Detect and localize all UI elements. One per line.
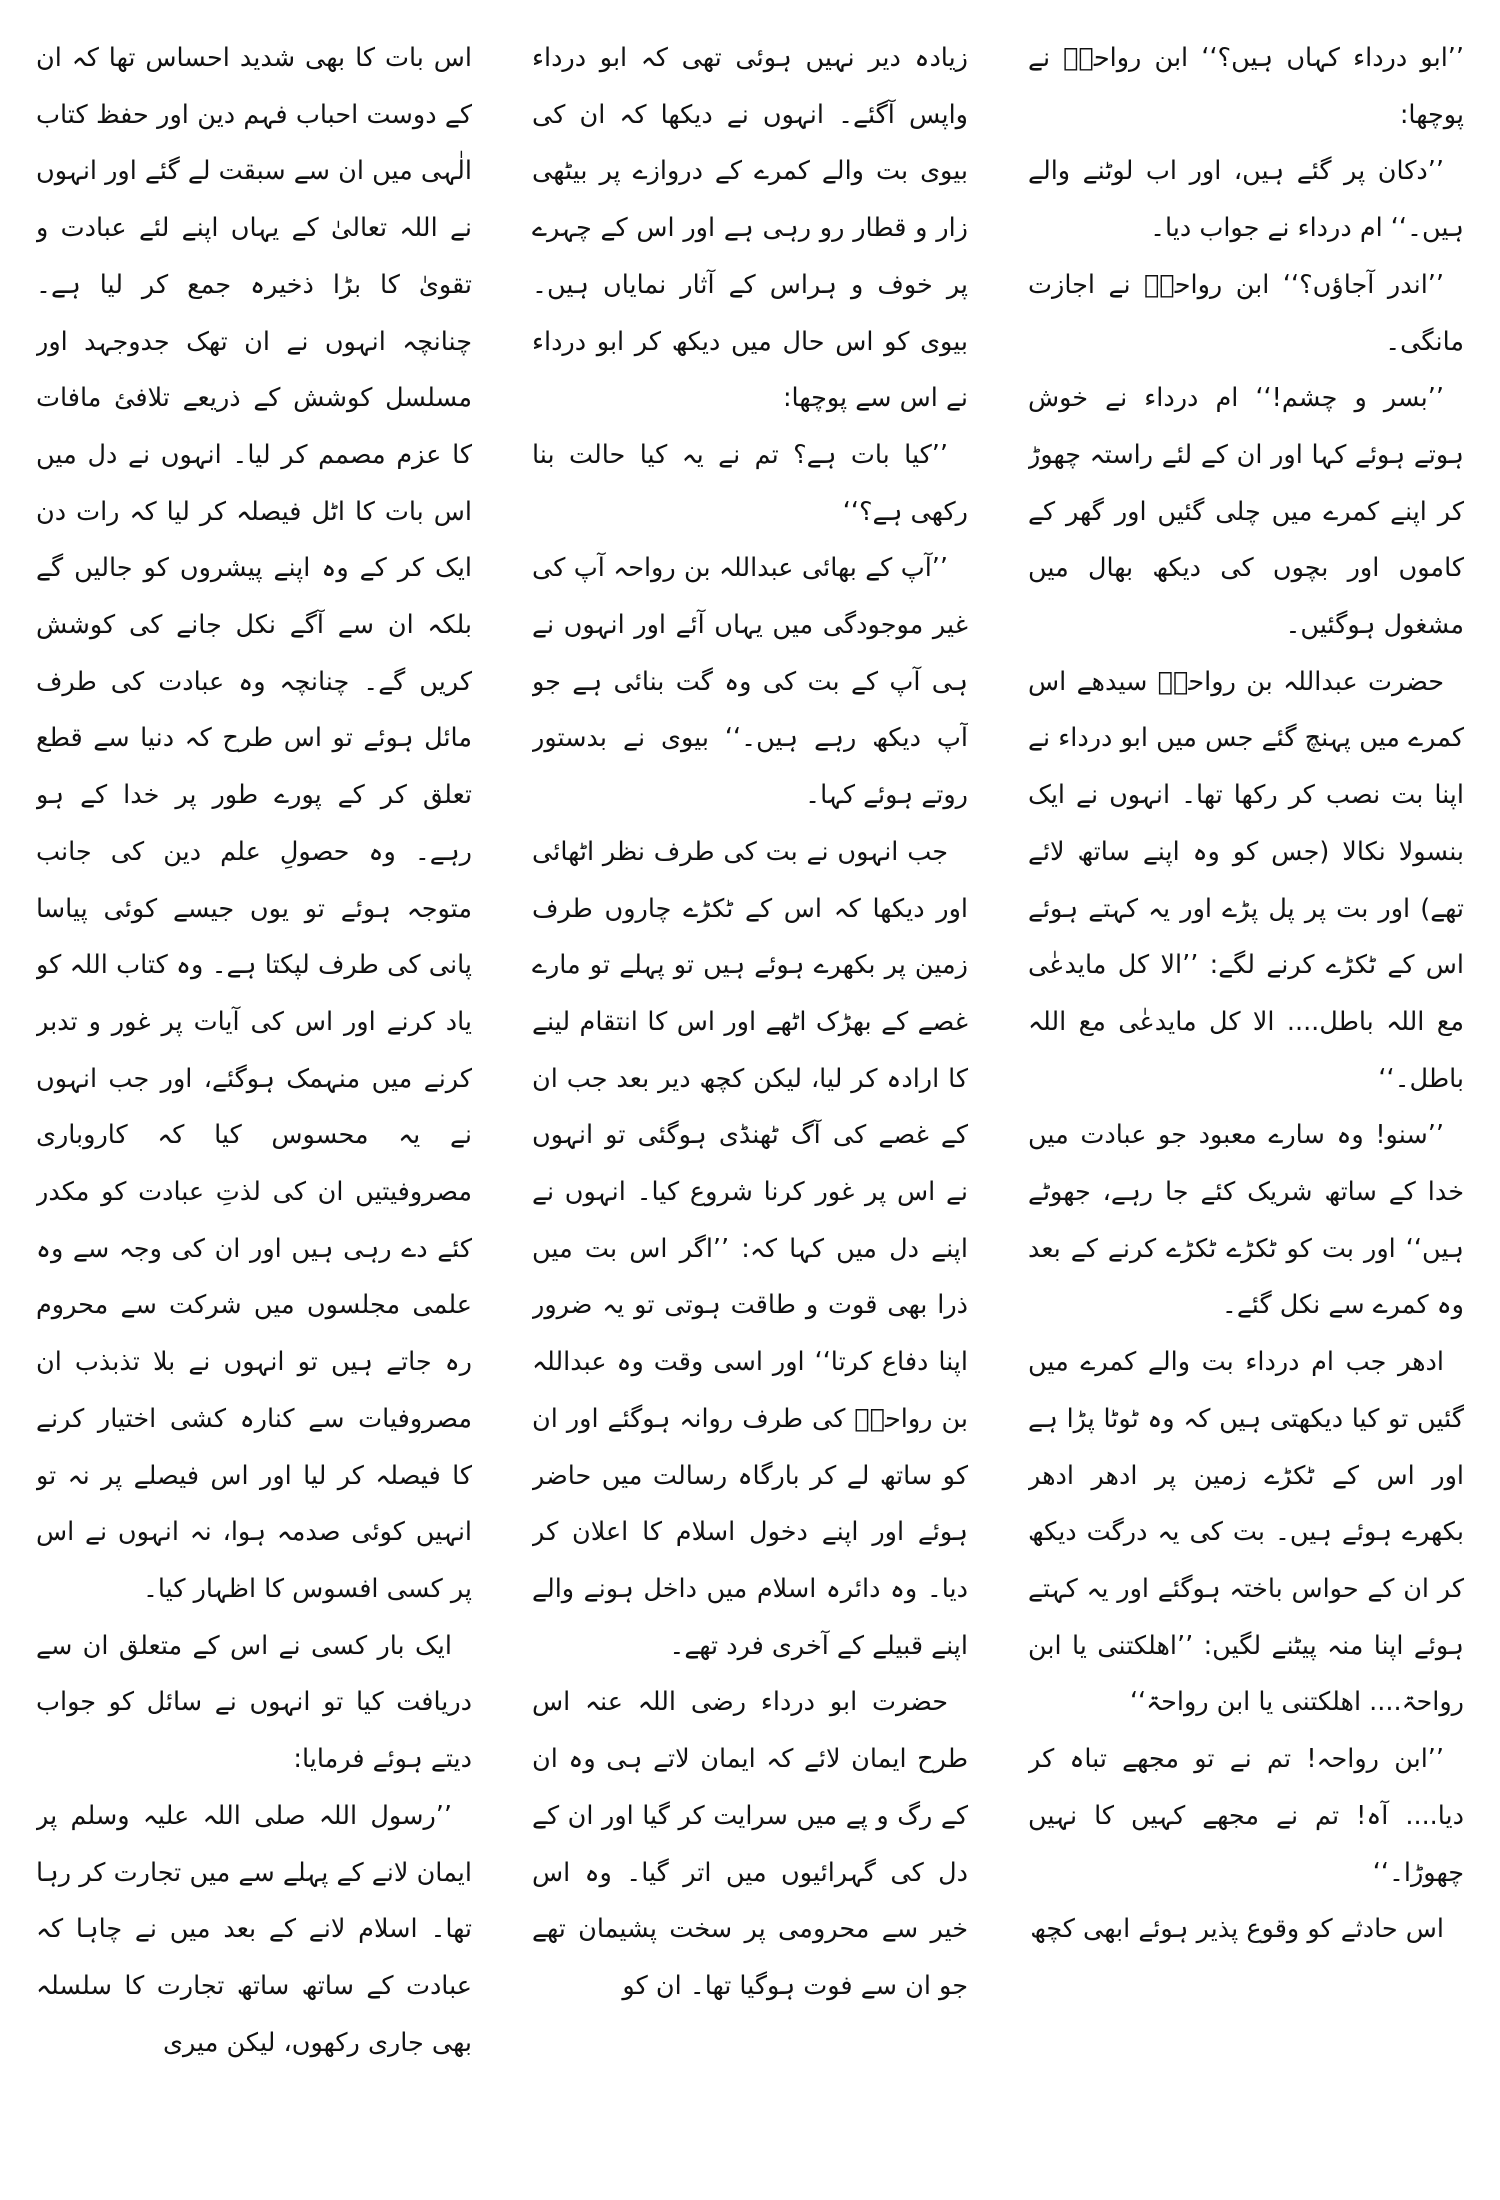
paragraph: ’’اندر آجاؤں؟‘‘ ابن رواحہؓ نے اجازت مانگی۔ bbox=[1028, 269, 1464, 357]
paragraph: حضرت عبداللہ بن رواحہؓ سیدھے اس کمرے میں پہنچ گئے جس میں ابو درداء نے اپنا بت نصب کر رکھا تھا۔ انہوں نے ایک بنسولا نکالا (جس کو وہ اپنے ساتھ لائے تھے) اور بت پر پل پڑے اور یہ کہتے ہوئے اس کے ٹکڑے کرنے لگے: ’’الا کل مایدعٰی مع اللہ باطل.... الا کل مایدعٰی مع اللہ باطل۔‘‘ bbox=[1028, 666, 1464, 1094]
text-column-right bbox=[1028, 30, 1464, 2180]
paragraph: ’’بسر و چشم!‘‘ ام درداء نے خوش ہوتے ہوئے کہا اور ان کے لئے راستہ چھوڑ کر اپنے کمرے میں چلی گئیں اور گھر کے کاموں اور بچوں کی دیکھ بھال میں مشغول ہوگئیں۔ bbox=[1028, 383, 1464, 641]
paragraph: ایک بار کسی نے اس کے متعلق ان سے دریافت کیا تو انہوں نے سائل کو جواب دیتے ہوئے فرمایا: bbox=[36, 1630, 472, 1775]
paragraph: ’’کیا بات ہے؟ تم نے یہ کیا حالت بنا رکھی ہے؟‘‘ bbox=[532, 439, 968, 527]
text-column-middle bbox=[532, 30, 968, 2180]
paragraph: حضرت ابو درداء رضی اللہ عنہ اس طرح ایمان لائے کہ ایمان لاتے ہی وہ ان کے رگ و پے میں سرایت کر گیا اور ان کے دل کی گہرائیوں میں اتر گیا۔ وہ اس خیر سے محرومی پر سخت پشیمان تھے جو ان سے فوت ہوگیا تھا۔ ان کو bbox=[532, 1687, 968, 2001]
paragraph: زیادہ دیر نہیں ہوئی تھی کہ ابو درداء واپس آگئے۔ انہوں نے دیکھا کہ ان کی بیوی بت والے کمرے کے دروازے پر بیٹھی زار و قطار رو رہی ہے اور اس کے چہرے پر خوف و ہراس کے آثار نمایاں ہیں۔ بیوی کو اس حال میں دیکھ کر ابو درداء نے اس سے پوچھا: bbox=[532, 43, 968, 414]
paragraph: اس حادثے کو وقوع پذیر ہوئے ابھی کچھ bbox=[1030, 1914, 1444, 1945]
paragraph: جب انہوں نے بت کی طرف نظر اٹھائی اور دیکھا کہ اس کے ٹکڑے چاروں طرف زمین پر بکھرے ہوئے ہیں تو پہلے تو مارے غصے کے بھڑک اٹھے اور اس کا انتقام لینے کا ارادہ کر لیا، لیکن کچھ دیر بعد جب ان کے غصے کی آگ ٹھنڈی ہوگئی تو انہوں نے اس پر غور کرنا شروع کیا۔ انہوں نے اپنے دل میں کہا کہ: ’’اگر اس بت میں ذرا بھی قوت و طاقت ہوتی تو یہ ضرور اپنا دفاع کرتا‘‘ اور اسی وقت وہ عبداللہ بن رواحہؓ کی طرف روانہ ہوگئے اور ان کو ساتھ لے کر بارگاہ رسالت میں حاضر ہوئے اور اپنے دخول اسلام کا اعلان کر دیا۔ وہ دائرہ اسلام میں داخل ہونے والے اپنے قبیلے کے آخری فرد تھے۔ bbox=[532, 836, 968, 1661]
paragraph: اس بات کا بھی شدید احساس تھا کہ ان کے دوست احباب فہم دین اور حفظ کتاب الٰہی میں ان سے سبقت لے گئے اور انہوں نے اللہ تعالیٰ کے یہاں اپنے لئے عبادت و تقویٰ کا بڑا ذخیرہ جمع کر لیا ہے۔ چنانچہ انہوں نے ان تھک جدوجہد اور مسلسل کوشش کے ذریعے تلافئ مافات کا عزم مصمم کر لیا۔ انہوں نے دل میں اس بات کا اٹل فیصلہ کر لیا کہ رات دن ایک کر کے وہ اپنے پیشروں کو جالیں گے بلکہ ان سے آگے نکل جانے کی کوشش کریں گے۔ چنانچہ وہ عبادت کی طرف مائل ہوئے تو اس طرح کہ دنیا سے قطع تعلق کر کے پورے طور پر خدا کے ہو رہے۔ وہ حصولِ علم دین کی جانب متوجہ ہوئے تو یوں جیسے کوئی پیاسا پانی کی طرف لپکتا ہے۔ وہ کتاب اللہ کو یاد کرنے اور اس کی آیات پر غور و تدبر کرنے میں منہمک ہوگئے، اور جب انہوں نے یہ محسوس کیا کہ کاروباری مصروفیتیں ان کی لذتِ عبادت کو مکدر کئے دے رہی ہیں اور ان کی وجہ سے وہ علمی مجلسوں میں شرکت سے محروم رہ جاتے ہیں تو انہوں نے بلا تذبذب ان مصروفیات سے کنارہ کشی اختیار کرنے کا فیصلہ کر لیا اور اس فیصلے پر نہ تو انہیں کوئی صدمہ ہوا، نہ انہوں نے اس پر کسی افسوس کا اظہار کیا۔ bbox=[36, 43, 472, 1604]
text-column-left bbox=[36, 30, 472, 2180]
paragraph: ’’ابو درداء کہاں ہیں؟‘‘ ابن رواحہؓ نے پوچھا: bbox=[1028, 43, 1464, 130]
paragraph: ’’رسول اللہ صلی اللہ علیہ وسلم پر ایمان لانے کے پہلے سے میں تجارت کر رہا تھا۔ اسلام لانے کے بعد میں نے چاہا کہ عبادت کے ساتھ ساتھ تجارت کا سلسلہ بھی جاری رکھوں، لیکن میری bbox=[36, 1800, 472, 2058]
paragraph: ’’سنو! وہ سارے معبود جو عبادت میں خدا کے ساتھ شریک کئے جا رہے، جھوٹے ہیں‘‘ اور بت کو ٹکڑے ٹکڑے کرنے کے بعد وہ کمرے سے نکل گئے۔ bbox=[1028, 1120, 1464, 1321]
paragraph: ’’دکان پر گئے ہیں، اور اب لوٹنے والے ہیں۔‘‘ ام درداء نے جواب دیا۔ bbox=[1028, 156, 1464, 244]
paragraph: ’’آپ کے بھائی عبداللہ بن رواحہ آپ کی غیر موجودگی میں یہاں آئے اور انہوں نے ہی آپ کے بت کی وہ گت بنائی ہے جو آپ دیکھ رہے ہیں۔‘‘ بیوی نے بدستور روتے ہوئے کہا۔ bbox=[532, 553, 968, 811]
paragraph: ادھر جب ام درداء بت والے کمرے میں گئیں تو کیا دیکھتی ہیں کہ وہ ٹوٹا پڑا ہے اور اس کے ٹکڑے زمین پر ادھر ادھر بکھرے ہوئے ہیں۔ بت کی یہ درگت دیکھ کر ان کے حواس باختہ ہوگئے اور یہ کہتے ہوئے اپنا منہ پیٹنے لگیں: ’’اھلکتنی یا ابن رواحۃ.... اھلکتنی یا ابن رواحۃ‘‘ bbox=[1028, 1347, 1464, 1718]
paragraph: ’’ابن رواحہ! تم نے تو مجھے تباہ کر دیا.... آہ! تم نے مجھے کہیں کا نہیں چھوڑا۔‘‘ bbox=[1028, 1744, 1464, 1888]
